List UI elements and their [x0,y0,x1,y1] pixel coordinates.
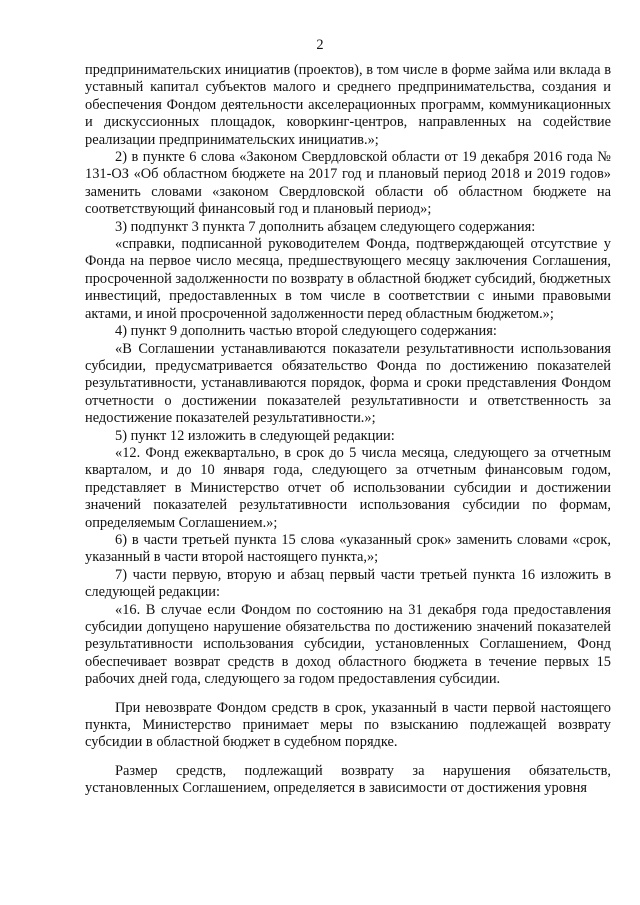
paragraph-1: предпринимательских инициатив (проектов), в том числе в форме займа или вклада в уставный капитал субъектов малого и среднего предпринимательства, создания и обеспечения Фондом деятельности акселерационных программ, коммуникационных и дискуссионных площадок, коворкинг-центров, направленных на содействие реализации предпринимательских инициатив.»; [85,62,611,148]
paragraph-8: «12. Фонд ежеквартально, в срок до 5 числа месяца, следующего за отчетным кварталом, и до 10 января года, следующего за отчетным финансовым годом, представляет в Министерство отчет об использовании субсидии и достижении значений показателей результативности использования субсидии по формам, определяемым Соглашением.»; [85,444,611,531]
paragraph-11: «16. В случае если Фондом по состоянию на 31 декабря года предоставления субсидии допущено нарушение обязательства по достижению значений показателей результативности использования субсидии, установленных Соглашением, Фонд обеспечивает возврат средств в доход областного бюджета в течение первых 15 рабочих дней года, следующего за годом предоставления субсидии. [85,601,611,688]
paragraph-5: 4) пункт 9 дополнить частью второй следующего содержания: [115,323,497,340]
document-body [85,62,611,798]
paragraph-13: Размер средств, подлежащий возврату за нарушения обязательств, установленных Соглашением, определяется в зависимости от достижения уровня [85,762,611,797]
paragraph-12: При невозврате Фондом средств в срок, указанный в части первой настоящего пункта, Министерство принимает меры по взысканию подлежащей возврату субсидии в областной бюджет в судебном порядке. [85,699,611,751]
paragraph-6: «В Соглашении устанавливаются показатели результативности использования субсидии, предусматривается обязательство Фонда по достижению показателей результативности, устанавливаются порядок, форма и сроки представления Фондом отчетности о достижении показателей результативности и ответственность за недостижение показателей результативности.»; [85,340,611,427]
paragraph-9: 6) в части третьей пункта 15 слова «указанный срок» заменить словами «срок, указанный в части второй настоящего пункта,»; [85,531,611,566]
paragraph-10: 7) части первую, вторую и абзац первый части третьей пункта 16 изложить в следующей редакции: [85,566,611,601]
paragraph-2: 2) в пункте 6 слова «Законом Свердловской области от 19 декабря 2016 года № 131-ОЗ «Об областном бюджете на 2017 год и плановый период 2018 и 2019 годов» заменить словами «законом Свердловской области об областном бюджете на соответствующий финансовый год и плановый период»; [85,149,611,218]
paragraph-4: «справки, подписанной руководителем Фонда, подтверждающей отсутствие у Фонда на первое число месяца, предшествующего месяцу заключения Соглашения, просроченной задолженности по возврату в областной бюджет субсидий, бюджетных инвестиций, предоставленных в том числе в соответствии с иными правовыми актами, и иной просроченной задолженности перед областным бюджетом.»; [85,236,611,322]
paragraph-7: 5) пункт 12 изложить в следующей редакции: [115,427,395,444]
paragraph-3: 3) подпункт 3 пункта 7 дополнить абзацем следующего содержания: [115,218,536,235]
page-number: 2 [316,37,324,53]
